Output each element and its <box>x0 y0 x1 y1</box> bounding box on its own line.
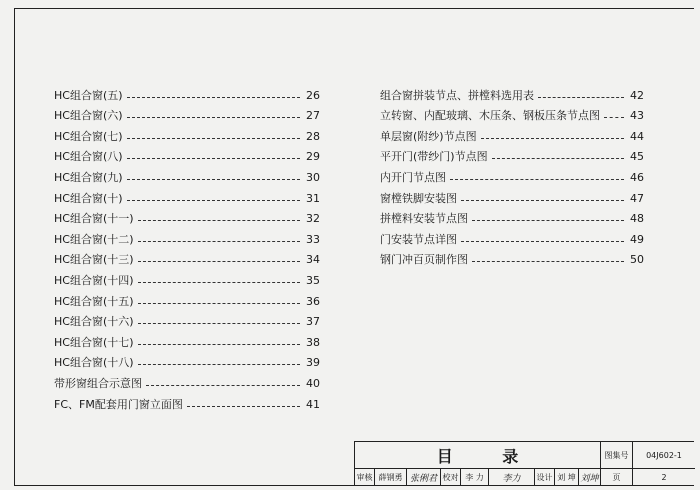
toc-leader <box>138 282 300 283</box>
toc-leader <box>187 406 300 407</box>
toc-title: HC组合窗(十八) <box>54 356 134 370</box>
toc-title: HC组合窗(六) <box>54 109 123 123</box>
reviewer-signature: 张俐君 <box>407 469 441 485</box>
toc-leader <box>127 179 300 180</box>
toc-leader <box>146 385 300 386</box>
toc-page: 26 <box>306 88 320 102</box>
toc-page: 45 <box>630 150 644 164</box>
toc-row <box>54 245 320 266</box>
toc-page: 37 <box>306 315 320 329</box>
toc-page: 49 <box>630 232 644 246</box>
toc-title: 单层窗(附纱)节点图 <box>380 129 477 143</box>
toc-page: 44 <box>630 129 644 143</box>
toc-title: HC组合窗(十二) <box>54 232 134 246</box>
toc-row <box>54 142 320 163</box>
toc-leader <box>138 323 300 324</box>
toc-row <box>54 265 320 286</box>
toc-leader <box>138 364 300 365</box>
checker-signature: 李力 <box>489 469 535 485</box>
atlas-number: 04J602-1 <box>633 442 695 469</box>
toc-title: HC组合窗(十七) <box>54 335 134 349</box>
toc-title: HC组合窗(七) <box>54 129 123 143</box>
toc-row <box>380 101 644 122</box>
toc-title: HC组合窗(十六) <box>54 315 134 329</box>
toc-page: 36 <box>306 294 320 308</box>
toc-page: 41 <box>306 397 320 411</box>
toc-row <box>380 224 644 245</box>
toc-row <box>380 121 644 142</box>
designer-name: 刘 坤 <box>555 469 579 485</box>
toc-row <box>54 327 320 348</box>
toc-row <box>54 204 320 225</box>
toc-row <box>54 121 320 142</box>
toc-leader <box>127 97 300 98</box>
toc-page: 32 <box>306 212 320 226</box>
toc-title: 钢门冲百页制作图 <box>380 253 468 267</box>
toc-row <box>380 142 644 163</box>
toc-row <box>380 245 644 266</box>
toc-row <box>54 348 320 369</box>
toc-row <box>54 224 320 245</box>
toc-title: HC组合窗(八) <box>54 150 123 164</box>
toc-row <box>380 80 644 101</box>
page-label: 页 <box>601 469 633 485</box>
toc-title: 窗樘铁脚安装图 <box>380 191 457 205</box>
toc-leader <box>138 220 300 221</box>
toc-page: 38 <box>306 335 320 349</box>
toc-leader <box>492 158 624 159</box>
toc-row <box>380 183 644 204</box>
toc-title: 平开门(带纱门)节点图 <box>380 150 488 164</box>
toc-title: FC、FM配套用门窗立面图 <box>54 397 183 411</box>
toc-page: 28 <box>306 129 320 143</box>
toc-title: HC组合窗(十) <box>54 191 123 205</box>
checker-name: 李 力 <box>461 469 489 485</box>
toc-title: 组合窗拼装节点、拼樘料选用表 <box>380 88 534 102</box>
signature-row <box>355 469 695 487</box>
toc-page: 43 <box>630 109 644 123</box>
toc-leader <box>472 261 624 262</box>
toc-leader <box>538 97 624 98</box>
toc-title: HC组合窗(十三) <box>54 253 134 267</box>
toc-leader <box>461 241 624 242</box>
toc-page: 29 <box>306 150 320 164</box>
toc-leader <box>461 200 624 201</box>
toc-leader <box>450 179 624 180</box>
toc-leader <box>138 261 300 262</box>
toc-row <box>54 368 320 389</box>
toc-right-column <box>380 80 644 265</box>
title-block <box>354 441 694 486</box>
toc-row <box>54 307 320 328</box>
reviewer-name: 薛钢勇 <box>375 469 407 485</box>
toc-leader <box>138 303 300 304</box>
toc-title: HC组合窗(十五) <box>54 294 134 308</box>
toc-row <box>380 162 644 183</box>
toc-page: 34 <box>306 253 320 267</box>
toc-leader <box>138 241 300 242</box>
toc-page: 47 <box>630 191 644 205</box>
toc-page: 42 <box>630 88 644 102</box>
toc-page: 27 <box>306 109 320 123</box>
toc-page: 40 <box>306 376 320 390</box>
toc-row <box>54 286 320 307</box>
designer-signature: 刘坤 <box>579 469 601 485</box>
toc-left-column <box>54 80 320 410</box>
toc-page: 39 <box>306 356 320 370</box>
atlas-number-label: 图集号 <box>601 442 633 469</box>
toc-leader <box>481 138 624 139</box>
toc-page: 33 <box>306 232 320 246</box>
toc-page: 30 <box>306 170 320 184</box>
toc-row <box>54 101 320 122</box>
toc-title: 带形窗组合示意图 <box>54 376 142 390</box>
toc-title: 立转窗、内配玻璃、木压条、钢板压条节点图 <box>380 109 600 123</box>
toc-page: 50 <box>630 253 644 267</box>
toc-page: 31 <box>306 191 320 205</box>
toc-page: 35 <box>306 273 320 287</box>
toc-row <box>54 389 320 410</box>
toc-page: 48 <box>630 212 644 226</box>
check-label: 校对 <box>441 469 461 485</box>
page-number: 2 <box>661 472 667 482</box>
toc-leader <box>127 138 300 139</box>
toc-title: HC组合窗(五) <box>54 88 123 102</box>
sheet-title: 目 录 <box>355 442 601 469</box>
toc-row <box>54 162 320 183</box>
toc-title: HC组合窗(十四) <box>54 273 134 287</box>
toc-leader <box>127 117 300 118</box>
toc-page: 46 <box>630 170 644 184</box>
toc-title: 门安装节点详图 <box>380 232 457 246</box>
toc-leader <box>127 158 300 159</box>
toc-leader <box>127 200 300 201</box>
toc-leader <box>472 220 624 221</box>
toc-leader <box>604 117 624 118</box>
toc-title: 拼樘料安装节点图 <box>380 212 468 226</box>
toc-row <box>380 204 644 225</box>
review-label: 审核 <box>355 469 375 485</box>
toc-row <box>54 80 320 101</box>
toc-title: HC组合窗(九) <box>54 170 123 184</box>
toc-row <box>54 183 320 204</box>
toc-leader <box>138 344 300 345</box>
toc-title: 内开门节点图 <box>380 170 446 184</box>
toc-title: HC组合窗(十一) <box>54 212 134 226</box>
design-label: 设计 <box>535 469 555 485</box>
